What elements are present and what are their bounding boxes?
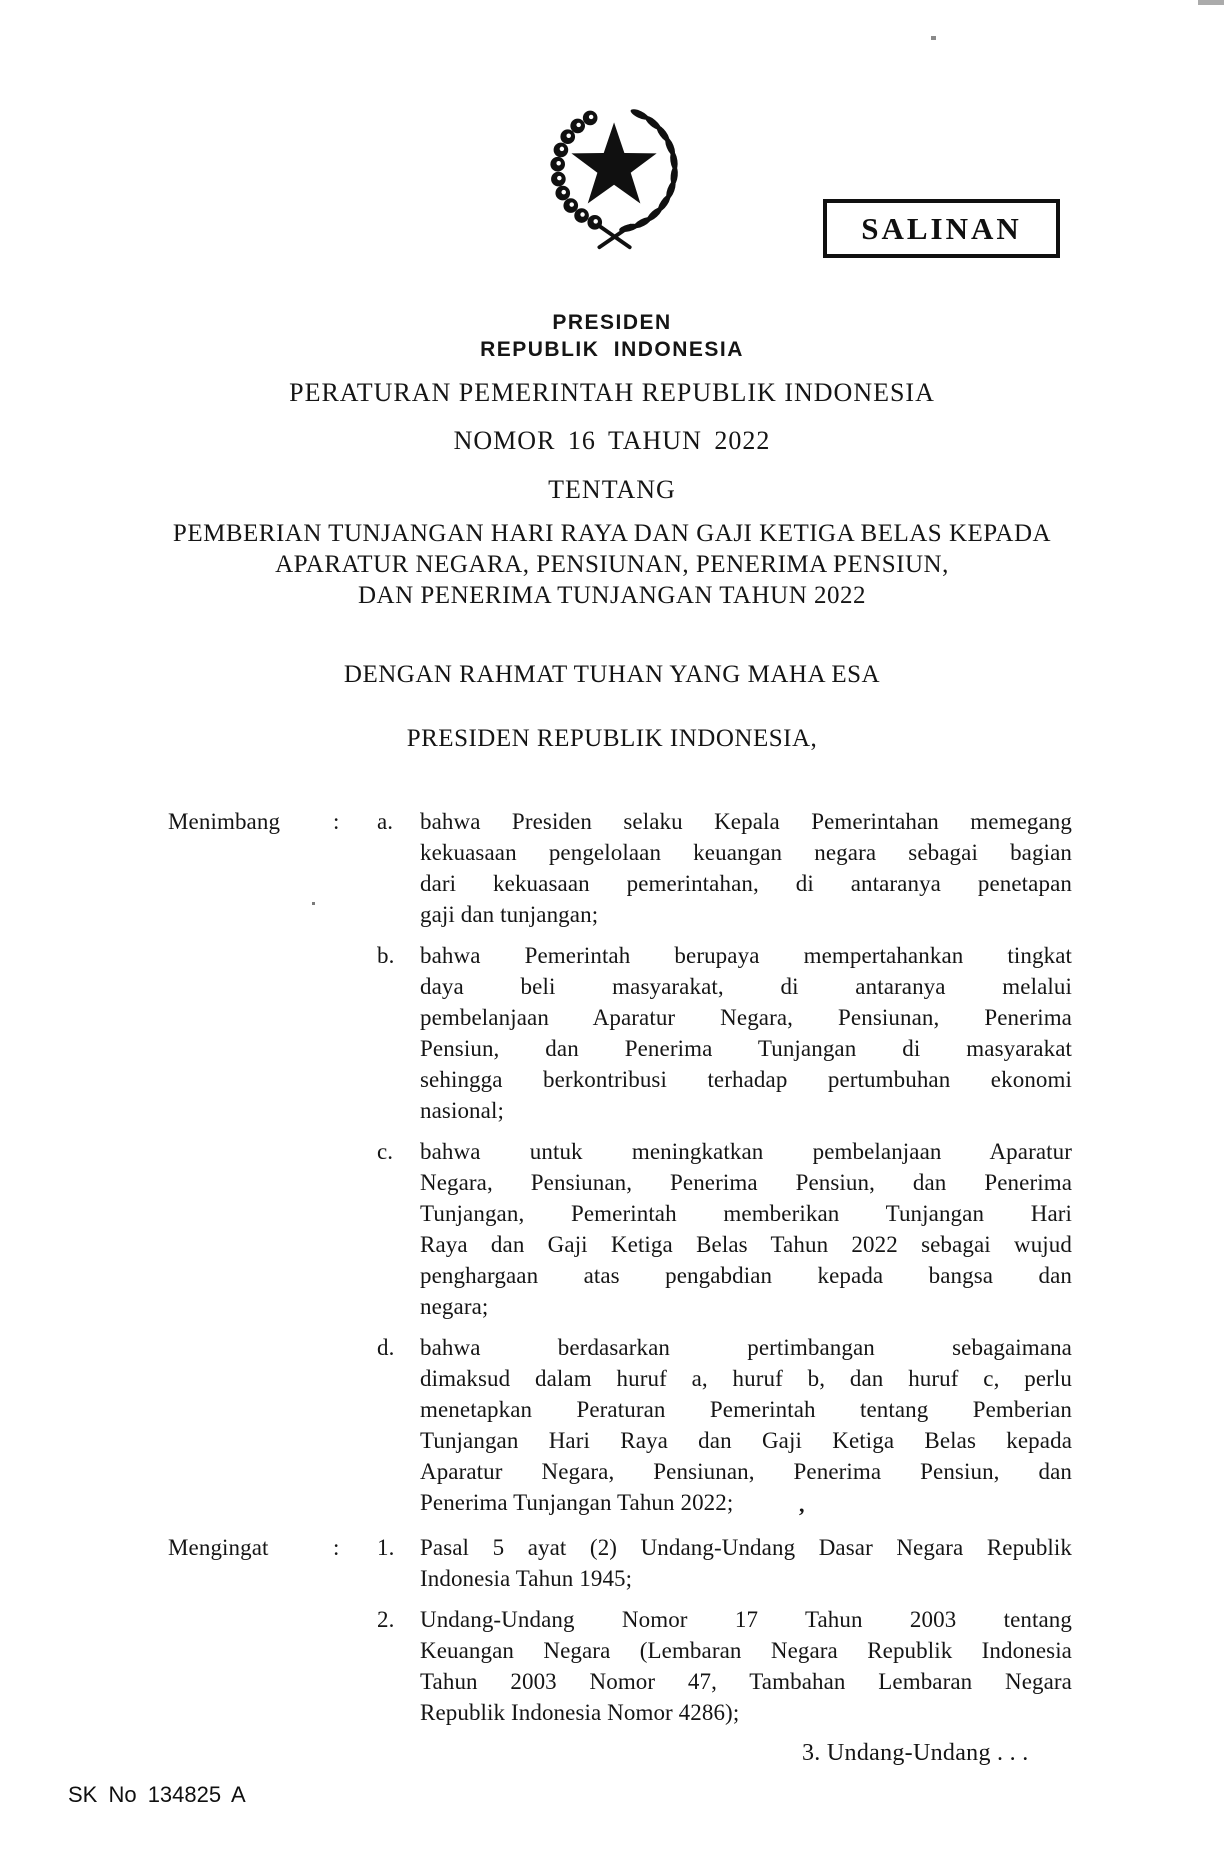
text-line: dimaksud dalam huruf a, huruf b, dan huruf c, perlu: [420, 1366, 1072, 1391]
text-line: Aparatur Negara, Pensiunan, Penerima Pensiun, dan: [420, 1459, 1072, 1484]
authority-line: PRESIDEN REPUBLIK INDONESIA,: [406, 725, 818, 752]
section-label: Menimbang: [168, 809, 281, 834]
text-line: Pensiun, dan Penerima Tunjangan di masyarakat: [420, 1036, 1072, 1061]
text-line: Negara, Pensiunan, Penerima Pensiun, dan Penerima: [420, 1170, 1072, 1195]
text-line: sehingga berkontribusi terhadap pertumbuhan ekonomi: [420, 1067, 1072, 1092]
item-lines: [420, 1604, 1072, 1728]
star-icon: [571, 122, 656, 203]
subject-line: APARATUR NEGARA, PENSIUNAN, PENERIMA PENSIUN,: [275, 551, 949, 578]
scan-artifact-corner: [1198, 0, 1224, 5]
text-line: Indonesia Tahun 1945;: [420, 1566, 633, 1591]
regulation-title: PERATURAN PEMERINTAH REPUBLIK INDONESIA: [289, 378, 935, 407]
section-label: Mengingat: [168, 1535, 269, 1560]
text-line: daya beli masyarakat, di antaranya melalui: [420, 974, 1072, 999]
text-line: pembelanjaan Aparatur Negara, Pensiunan, Penerima: [420, 1005, 1072, 1030]
subject-line: DAN PENERIMA TUNJANGAN TAHUN 2022: [357, 582, 867, 609]
text-line: Pasal 5 ayat (2) Undang-Undang Dasar Negara Republik: [420, 1535, 1072, 1560]
item-marker: a.: [377, 809, 394, 834]
list-item: [377, 806, 1072, 930]
list-item: [377, 1532, 1072, 1594]
sk-number: SK No 134825 A: [68, 1782, 246, 1807]
text-line: Republik Indonesia Nomor 4286);: [420, 1700, 740, 1725]
text-line: bahwa Pemerintah berupaya mempertahankan tingkat: [420, 943, 1072, 968]
item-lines: [420, 940, 1072, 1126]
salinan-stamp: SALINAN: [823, 199, 1060, 258]
item-marker: c.: [377, 1139, 394, 1164]
invocation-line: DENGAN RAHMAT TUHAN YANG MAHA ESA: [343, 661, 881, 688]
letterhead-presiden: PRESIDEN: [552, 311, 672, 334]
section-items: [377, 806, 1072, 1518]
wreath-stems-icon: [599, 226, 630, 247]
presidential-emblem: [538, 96, 694, 258]
section-mengingat: [168, 1532, 1072, 1728]
item-lines: [420, 806, 1072, 930]
text-line: negara;: [420, 1294, 489, 1319]
section-items: [377, 1532, 1072, 1728]
item-marker: 1.: [377, 1535, 395, 1560]
body-sections: [168, 806, 1072, 1728]
regulation-number: NOMOR 16 TAHUN 2022: [453, 426, 771, 455]
text-line: Tahun 2003 Nomor 47, Tambahan Lembaran Negara: [420, 1669, 1072, 1694]
item-lines: [420, 1532, 1072, 1594]
list-item: [377, 1332, 1072, 1518]
text-line: Undang-Undang Nomor 17 Tahun 2003 tentang: [420, 1607, 1072, 1632]
section-menimbang: [168, 806, 1072, 1518]
text-line: gaji dan tunjangan;: [420, 902, 599, 927]
list-item: [377, 1136, 1072, 1322]
text-line: Tunjangan Hari Raya dan Gaji Ketiga Belas kepada: [420, 1428, 1072, 1453]
text-line: Tunjangan, Pemerintah memberikan Tunjangan Hari: [420, 1201, 1072, 1226]
item-marker: b.: [377, 943, 395, 968]
subject-line: PEMBERIAN TUNJANGAN HARI RAYA DAN GAJI KETIGA BELAS KEPADA: [172, 520, 1052, 547]
list-item: [377, 940, 1072, 1126]
section-colon: :: [333, 809, 340, 834]
text-line: penghargaan atas pengabdian kepada bangsa dan: [420, 1263, 1072, 1288]
item-lines: [420, 1136, 1072, 1322]
scan-artifact-speck: [931, 36, 936, 40]
text-line: Raya dan Gaji Ketiga Belas Tahun 2022 sebagai wujud: [420, 1232, 1072, 1257]
text-line: Keuangan Negara (Lembaran Negara Republik Indonesia: [420, 1638, 1072, 1663]
catchword: 3. Undang-Undang . . .: [802, 1740, 1029, 1766]
item-marker: d.: [377, 1335, 395, 1360]
list-item: [377, 1604, 1072, 1728]
text-line: menetapkan Peraturan Pemerintah tentang Pemberian: [420, 1397, 1072, 1422]
section-colon: :: [333, 1535, 340, 1560]
text-line: Penerima Tunjangan Tahun 2022;: [420, 1490, 734, 1515]
text-line: dari kekuasaan pemerintahan, di antaranya penetapan: [420, 871, 1072, 896]
regulation-subject: [0, 518, 1224, 611]
text-line: kekuasaan pengelolaan keuangan negara sebagai bagian: [420, 840, 1072, 865]
item-marker: 2.: [377, 1607, 395, 1632]
text-line: bahwa berdasarkan pertimbangan sebagaimana: [420, 1335, 1072, 1360]
text-line: bahwa Presiden selaku Kepala Pemerintahan memegang: [420, 809, 1072, 834]
text-line: bahwa untuk meningkatkan pembelanjaan Aparatur: [420, 1139, 1072, 1164]
text-line: nasional;: [420, 1098, 504, 1123]
letterhead-republik-indonesia: REPUBLIK INDONESIA: [480, 338, 744, 361]
scan-artifact-comma: ,: [799, 1492, 805, 1517]
regulation-about-label: TENTANG: [548, 475, 676, 504]
item-lines: [420, 1332, 1072, 1518]
